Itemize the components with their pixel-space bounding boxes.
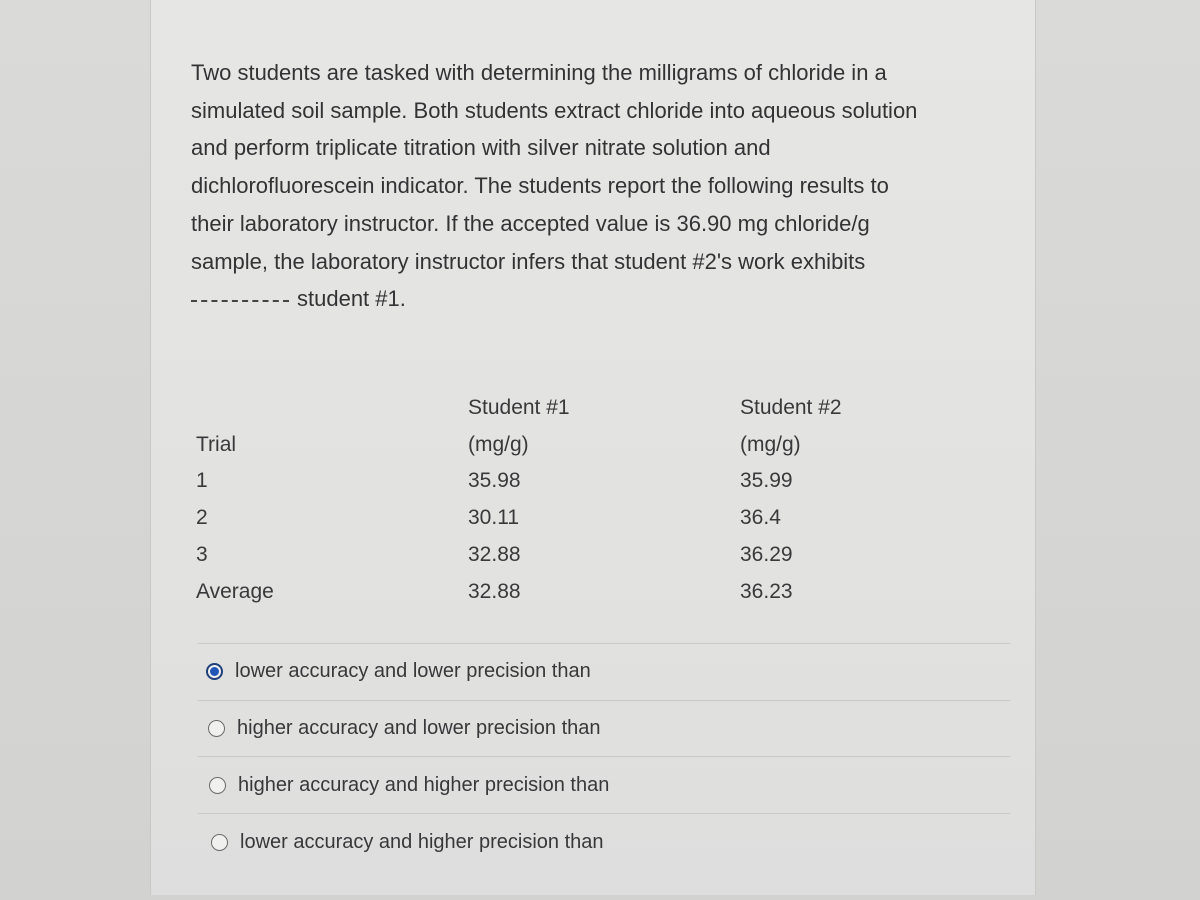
option-divider (198, 813, 1010, 814)
question-line: their laboratory instructor. If the accepted value is 36.90 mg chloride/g (191, 210, 870, 236)
option-label: higher accuracy and higher precision than (238, 774, 610, 796)
answer-blank (191, 300, 289, 302)
option-lower-accuracy-lower-precision[interactable] (206, 660, 591, 683)
option-label: lower accuracy and lower precision than (235, 660, 591, 682)
radio-button-selected[interactable] (206, 663, 223, 680)
option-lower-accuracy-higher-precision[interactable] (211, 831, 604, 854)
student2-average: 36.23 (740, 580, 793, 603)
question-text (191, 54, 1021, 318)
question-last-line-text: student #1. (297, 286, 406, 312)
question-line: simulated soil sample. Both students extract chloride into aqueous solution (191, 97, 918, 123)
student1-unit: (mg/g) (468, 433, 529, 456)
student2-header: Student #2 (740, 396, 842, 419)
question-line: and perform triplicate titration with silver nitrate solution and (191, 135, 771, 161)
trial-cell: 2 (196, 506, 208, 529)
student1-value: 30.11 (468, 506, 519, 529)
student2-value: 35.99 (740, 469, 793, 492)
radio-button[interactable] (211, 834, 228, 851)
option-divider (198, 756, 1010, 757)
option-label: higher accuracy and lower precision than (237, 717, 601, 739)
student1-header: Student #1 (468, 396, 570, 419)
radio-button[interactable] (208, 720, 225, 737)
option-higher-accuracy-lower-precision[interactable] (208, 717, 601, 740)
student1-value: 32.88 (468, 543, 521, 566)
divider (198, 643, 1010, 644)
question-line: Two students are tasked with determining the milligrams of chloride in a (191, 60, 887, 85)
student1-average: 32.88 (468, 580, 521, 603)
student2-unit: (mg/g) (740, 433, 801, 456)
student1-value: 35.98 (468, 469, 521, 492)
question-line: sample, the laboratory instructor infers that student #2's work exhibits (191, 248, 866, 274)
trial-cell: 1 (196, 469, 208, 492)
student2-value: 36.4 (740, 506, 781, 529)
question-line: dichlorofluorescein indicator. The students report the following results to (191, 173, 889, 199)
student2-value: 36.29 (740, 543, 793, 566)
average-label: Average (196, 580, 274, 603)
option-divider (198, 700, 1010, 701)
radio-button[interactable] (209, 777, 226, 794)
option-label: lower accuracy and higher precision than (240, 831, 604, 853)
trial-header: Trial (196, 433, 237, 456)
question-last-line (191, 280, 1021, 318)
trial-cell: 3 (196, 543, 208, 566)
option-higher-accuracy-higher-precision[interactable] (209, 774, 609, 797)
